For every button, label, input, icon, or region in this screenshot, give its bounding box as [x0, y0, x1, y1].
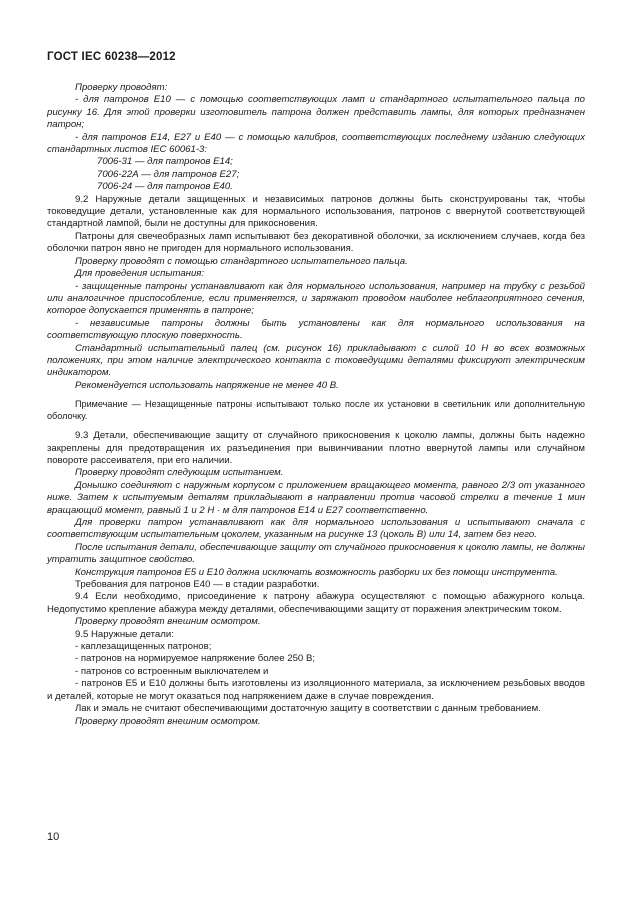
paragraph: Конструкция патронов Е5 и Е10 должна исключать возможность разборки их без помощи инструмента. [75, 566, 558, 578]
paragraph: - патронов Е5 и Е10 должны быть изготовлены из изоляционного материала, за исключением резьбовых вводов и деталей, которые не могут оказаться под напряжением даже в случае повреждения. [47, 678, 585, 702]
paragraph: Стандартный испытательный палец (см. рисунок 16) прикладывают с силой 10 Н во всех возможных положениях, при этом наличие электрического контакта с токоведущими деталями фиксируют электрическим индикатором. [47, 342, 585, 379]
paragraph: Патроны для свечеобразных ламп испытывают без декоративной оболочки, за исключением случаев, когда без оболочки патрон явно не пригоден для нормального использования. [47, 230, 585, 255]
page-number: 10 [47, 831, 60, 843]
paragraph: 9.4 Если необходимо, присоединение к патрону абажура осуществляют с помощью абажурного кольца. Недопустимо крепление абажура между деталями, обеспечивающими защиту от поражения электрическим током. [47, 591, 585, 615]
paragraph: 7006-31 — для патронов Е14; [97, 156, 233, 168]
paragraph: 9.5 Наружные детали: [75, 628, 174, 640]
document-body [47, 82, 585, 728]
paragraph: Для проведения испытания: [75, 268, 205, 280]
paragraph: - независимые патроны должны быть установлены как для нормального использования на соответствующую плоскую поверхность. [47, 317, 585, 342]
paragraph: Проверку проводят внешним осмотром. [75, 715, 261, 727]
paragraph: - для патронов Е10 — с помощью соответствующих ламп и стандартного испытательного пальца по рисунку 16. Для этой проверки изготовитель патрона должен представить лампы, для которых предназначен патрон; [47, 94, 585, 131]
paragraph: 9.2 Наружные детали защищенных и независимых патронов должны быть сконструированы так, чтобы токоведущие детали, установленные как для нормального использования, патронов с ввернутой соответствующей стандартной лампой, были не доступны для прикосновения. [47, 193, 585, 230]
paragraph: Проверку проводят с помощью стандартного испытательного пальца. [75, 255, 408, 267]
paragraph: - защищенные патроны устанавливают как для нормального использования, например на трубку с резьбой или аналогичное приспособление, если применяется, и заряжают проводом наиболее неблагоприятного сечения, которое допускается применять в патроне; [47, 280, 585, 317]
paragraph: 7006-22А — для патронов Е27; [97, 168, 240, 180]
paragraph: Проверку проводят: [75, 82, 168, 93]
paragraph: Лак и эмаль не считают обеспечивающими достаточную защиту в соответствии с данным требованием. [75, 703, 541, 715]
paragraph: Проверку проводят внешним осмотром. [75, 616, 261, 628]
paragraph: - каплезащищенных патронов; [75, 641, 212, 653]
paragraph: После испытания детали, обеспечивающие защиту от случайного прикосновения к цоколю лампы, не должны утратить защитное свойство. [47, 541, 585, 566]
paragraph: Донышко соединяют с наружным корпусом с приложением вращающего момента, равного 2/3 от указанного ниже. Затем к испытуемым деталям прикладывают в направлении против часовой стрелки в течение 1 мин вращающий момент, равный 1 и 2 Н · м для патронов Е14 и Е27 соответственно. [47, 479, 585, 516]
paragraph: Требования для патронов Е40 — в стадии разработки. [75, 579, 320, 591]
paragraph: 7006-24 — для патронов Е40. [97, 181, 233, 193]
paragraph: Проверку проводят следующим испытанием. [75, 467, 284, 479]
paragraph: - для патронов Е14, Е27 и Е40 — с помощью калибров, соответствующих последнему изданию следующих стандартных листов IEC 60061-3: [47, 131, 585, 156]
paragraph: 9.3 Детали, обеспечивающие защиту от случайного прикосновения к цоколю лампы, должны быть надежно закреплены для предотвращения их разъединения при вывинчивании плотно ввернутой лампы или случайном повороте рассеивателя, при его наличии. [47, 430, 585, 466]
paragraph: - патронов со встроенным выключателем и [75, 665, 269, 677]
paragraph: Рекомендуется использовать напряжение не менее 40 В. [75, 379, 339, 391]
document-header: ГОСТ IEC 60238—2012 [47, 51, 176, 63]
paragraph: Для проверки патрон устанавливают как для нормального использования и испытывают сначала с соответствующим испытательным цоколем, указанным на рисунке 13 (цоколь В) или 14, затем без него. [47, 517, 585, 541]
paragraph: - патронов на нормируемое напряжение более 250 В; [75, 653, 316, 665]
note-paragraph: Примечание — Незащищенные патроны испытывают только после их установки в светильник или дополнительную оболочку. [47, 399, 585, 422]
